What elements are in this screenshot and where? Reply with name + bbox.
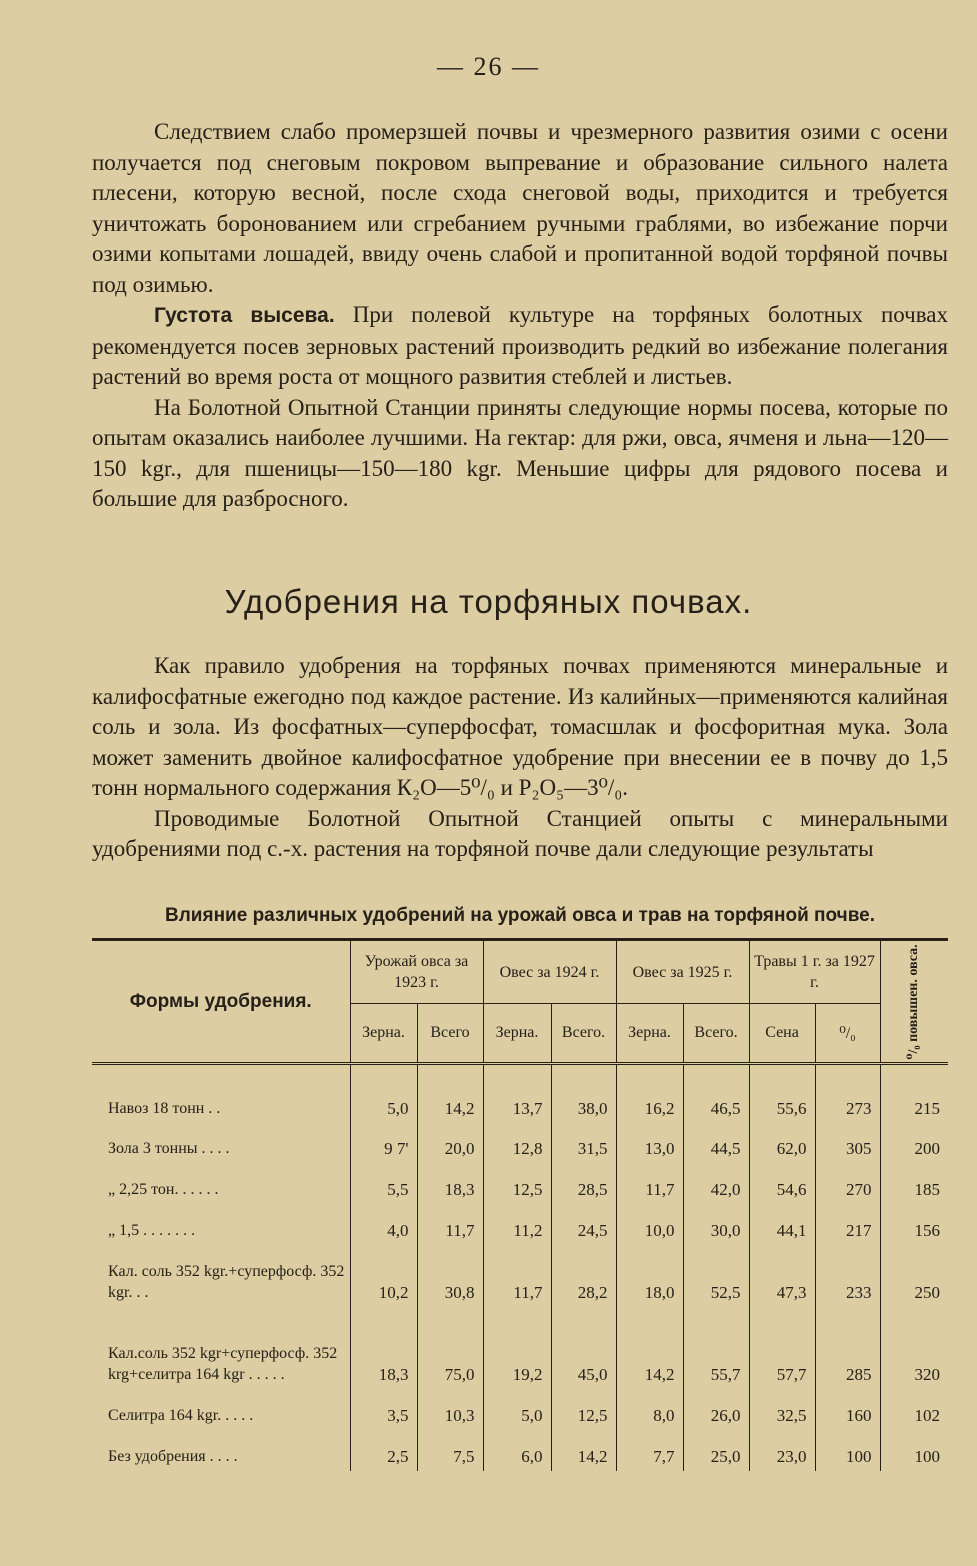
- table-cell: 12,5: [551, 1389, 616, 1430]
- table-cell: 160: [815, 1389, 880, 1430]
- table-cell: 5,0: [350, 1083, 417, 1123]
- table-row: [92, 1083, 948, 1123]
- increase-header-text: ⁰/₀ повышен. овса.: [906, 943, 922, 1060]
- subheader: ⁰/₀: [815, 1004, 880, 1064]
- row-label: Кал. соль 352 kgr.+суперфосф. 352 kgr. . .: [108, 1263, 345, 1301]
- table-cell: 10,3: [417, 1389, 483, 1430]
- subheader: Зерна.: [616, 1004, 683, 1064]
- table-row: [92, 1245, 948, 1307]
- table-cell: 23,0: [749, 1430, 815, 1471]
- subheader: Всего.: [551, 1004, 616, 1064]
- table-cell: 156: [880, 1204, 948, 1245]
- group-header-1923: Урожай овса за 1923 г.: [350, 940, 483, 1004]
- table-cell: 55,7: [683, 1307, 749, 1389]
- table-cell: 18,3: [350, 1307, 417, 1389]
- increase-header: [880, 940, 948, 1064]
- table-cell: 18,3: [417, 1163, 483, 1204]
- table-cell: 217: [815, 1204, 880, 1245]
- table-cell: 28,2: [551, 1245, 616, 1307]
- paragraph-2-body: При полевой культуре на торфяных болотных почвах рекомендуется посев зерновых растений производить редкий во избежание полегания растений во время роста от мощного развития стеблей и листьев.: [92, 302, 948, 389]
- table-cell: 10,2: [350, 1245, 417, 1307]
- table-cell: 100: [815, 1430, 880, 1471]
- table-cell: 44,5: [683, 1123, 749, 1163]
- table-cell: 11,7: [417, 1204, 483, 1245]
- table-row: [92, 1163, 948, 1204]
- table-cell: 16,2: [616, 1083, 683, 1123]
- table-cell: 233: [815, 1245, 880, 1307]
- table-cell: 285: [815, 1307, 880, 1389]
- table-cell: 31,5: [551, 1123, 616, 1163]
- group-header-1924: Овес за 1924 г.: [483, 940, 616, 1004]
- table-cell: 6,0: [483, 1430, 551, 1471]
- body-text-top: [92, 117, 948, 515]
- table-row: [92, 1307, 948, 1389]
- table-cell: 273: [815, 1083, 880, 1123]
- table-row: [92, 1204, 948, 1245]
- table-cell: 250: [880, 1245, 948, 1307]
- subheader: Зерна.: [483, 1004, 551, 1064]
- table-cell: 11,2: [483, 1204, 551, 1245]
- table-cell: 30,8: [417, 1245, 483, 1307]
- table-cell: 42,0: [683, 1163, 749, 1204]
- fertilizer-results-table: [92, 938, 948, 1471]
- table-cell: 14,2: [417, 1083, 483, 1123]
- table-cell: 12,8: [483, 1123, 551, 1163]
- table-cell: 13,7: [483, 1083, 551, 1123]
- table-cell: 44,1: [749, 1204, 815, 1245]
- table-cell: 25,0: [683, 1430, 749, 1471]
- table-row: [92, 1123, 948, 1163]
- table-cell: 305: [815, 1123, 880, 1163]
- table-cell: 14,2: [616, 1307, 683, 1389]
- row-label: Без удобрения . . . .: [108, 1448, 238, 1465]
- table-cell: 26,0: [683, 1389, 749, 1430]
- table-cell: 100: [880, 1430, 948, 1471]
- row-label: Зола 3 тонны . . . .: [108, 1140, 230, 1157]
- table-cell: 7,5: [417, 1430, 483, 1471]
- row-label: „ 1,5 . . . . . . .: [108, 1222, 196, 1239]
- table-cell: 12,5: [483, 1163, 551, 1204]
- table-cell: 55,6: [749, 1083, 815, 1123]
- paragraph-2-heading: Густота высева.: [154, 304, 335, 327]
- table-cell: 19,2: [483, 1307, 551, 1389]
- table-cell: 4,0: [350, 1204, 417, 1245]
- table-row: [92, 1430, 948, 1471]
- section-heading: Удобрения на торфяных почвах.: [224, 583, 753, 620]
- table-cell: 5,0: [483, 1389, 551, 1430]
- table-cell: 185: [880, 1163, 948, 1204]
- subheader: Сена: [749, 1004, 815, 1064]
- table-cell: 9 7': [350, 1123, 417, 1163]
- table-cell: 38,0: [551, 1083, 616, 1123]
- table-cell: 215: [880, 1083, 948, 1123]
- table-cell: 75,0: [417, 1307, 483, 1389]
- group-header-1925: Овес за 1925 г.: [616, 940, 749, 1004]
- row-label: Селитра 164 kgr. . . . .: [108, 1407, 254, 1424]
- table-caption: Влияние различных удобрений на урожай овса и трав на торфяной почве.: [165, 905, 875, 926]
- table-cell: 20,0: [417, 1123, 483, 1163]
- paragraph-2: [92, 300, 948, 393]
- paragraph-1: Следствием слабо промерзшей почвы и чрезмерного развития озими с осени получается под снеговым покровом выпревание и образование сильного налета плесени, которую весной, после схода снеговой воды, приходится и требуется уничтожать боронованием или сгребанием ручными граблями, во избежание порчи озими копытами лошадей, ввиду очень слабой и пропитанной водой торфяной почвы под озимью.: [92, 119, 948, 297]
- table-cell: 2,5: [350, 1430, 417, 1471]
- table-cell: 7,7: [616, 1430, 683, 1471]
- page-number: — 26 —: [437, 52, 540, 81]
- paragraph-3: На Болотной Опытной Станции приняты следующие нормы посева, которые по опытам оказались наиболее лучшими. На гектар: для ржи, овса, ячменя и льна—120—150 kgr., для пшеницы—150—180 kgr. Меньшие цифры для рядового посева и большие для разбросного.: [92, 394, 948, 511]
- table-cell: 28,5: [551, 1163, 616, 1204]
- table-cell: 8,0: [616, 1389, 683, 1430]
- table-cell: 32,5: [749, 1389, 815, 1430]
- subheader: Всего.: [683, 1004, 749, 1064]
- subheader: Всего: [417, 1004, 483, 1064]
- row-label: Навоз 18 тонн . .: [108, 1100, 221, 1117]
- subheader: Зерна.: [350, 1004, 417, 1064]
- table-cell: 45,0: [551, 1307, 616, 1389]
- table-cell: 3,5: [350, 1389, 417, 1430]
- table-row: [92, 1389, 948, 1430]
- table-cell: 11,7: [616, 1163, 683, 1204]
- table-cell: 47,3: [749, 1245, 815, 1307]
- paragraph-4: Как правило удобрения на торфяных почвах применяются минеральные и калифосфатные ежегодно под каждое растение. Из калийных—применяются калийная соль и зола. Из фосфатных—суперфосфат, томасшлак и фосфоритная мука. Зола может заменить двойное калифосфатное удобрение при внесении ее в почву до 1,5 тонн нормального содержания К₂О—5⁰/₀ и Р₂О₅—3⁰/₀.: [92, 653, 948, 800]
- body-text-bottom: [92, 651, 948, 865]
- table-cell: 320: [880, 1307, 948, 1389]
- table-cell: 200: [880, 1123, 948, 1163]
- table-cell: 5,5: [350, 1163, 417, 1204]
- table-cell: 14,2: [551, 1430, 616, 1471]
- table-cell: 270: [815, 1163, 880, 1204]
- table-body: [92, 1064, 948, 1472]
- table-cell: 54,6: [749, 1163, 815, 1204]
- group-header-1927: Травы 1 г. за 1927 г.: [749, 940, 880, 1004]
- table-cell: 18,0: [616, 1245, 683, 1307]
- table-cell: 13,0: [616, 1123, 683, 1163]
- row-label: „ 2,25 тон. . . . . .: [108, 1181, 219, 1198]
- row-label: Кал.соль 352 kgr+суперфосф. 352 krg+селитра 164 kgr . . . . .: [108, 1345, 338, 1383]
- table-cell: 52,5: [683, 1245, 749, 1307]
- paragraph-5: Проводимые Болотной Опытной Станцией опыты с минеральными удобрениями под с.-х. растения на торфяной почве дали следующие результаты: [92, 805, 948, 861]
- table-cell: 57,7: [749, 1307, 815, 1389]
- table-cell: 30,0: [683, 1204, 749, 1245]
- form-header: Формы удобрения.: [92, 940, 350, 1064]
- table-cell: 102: [880, 1389, 948, 1430]
- table-cell: 62,0: [749, 1123, 815, 1163]
- table-cell: 46,5: [683, 1083, 749, 1123]
- table-cell: 24,5: [551, 1204, 616, 1245]
- table-cell: 11,7: [483, 1245, 551, 1307]
- table-cell: 10,0: [616, 1204, 683, 1245]
